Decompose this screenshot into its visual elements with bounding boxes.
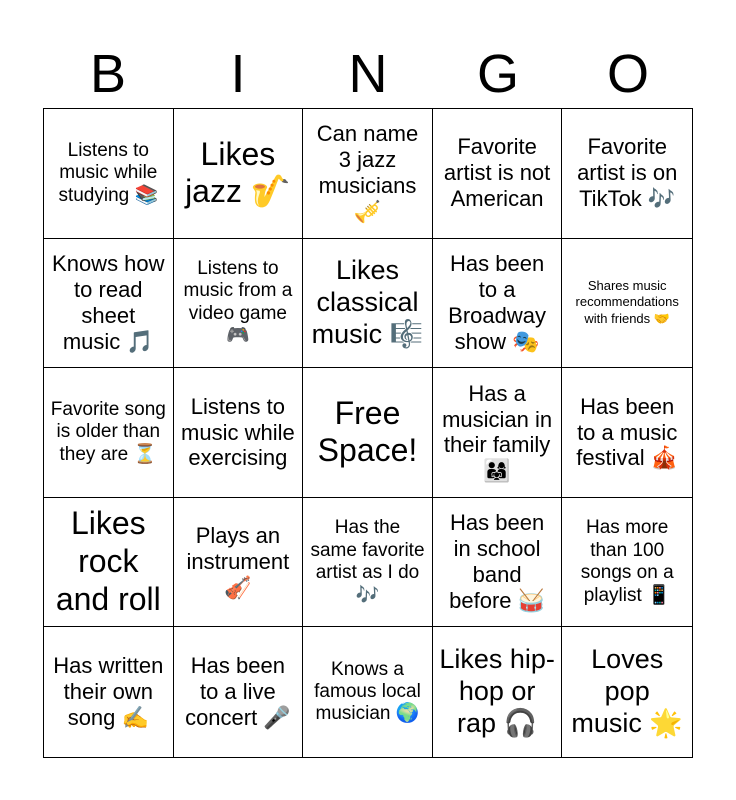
bingo-cell-r2-c4[interactable]: Has been to a Broadway show 🎭 <box>433 239 563 369</box>
bingo-cell-r5-c3[interactable]: Knows a famous local musician 🌍 <box>303 627 433 757</box>
bingo-cell-r5-c2[interactable]: Has been to a live concert 🎤 <box>174 627 304 757</box>
bingo-cell-r5-c1[interactable]: Has written their own song ✍️ <box>44 627 174 757</box>
bingo-header <box>43 40 693 108</box>
bingo-cell-r1-c1[interactable]: Listens to music while studying 📚 <box>44 109 174 239</box>
header-letter-o: O <box>606 44 649 104</box>
bingo-cell-r1-c4[interactable]: Favorite artist is not American <box>433 109 563 239</box>
bingo-board <box>43 108 693 758</box>
bingo-cell-r2-c5[interactable]: Shares music recommendations with friends 🤝 <box>562 239 692 369</box>
bingo-cell-r3-c1[interactable]: Favorite song is older than they are ⏳ <box>44 368 174 498</box>
bingo-cell-r4-c1[interactable]: Likes rock and roll <box>44 498 174 628</box>
bingo-cell-r2-c1[interactable]: Knows how to read sheet music 🎵 <box>44 239 174 369</box>
bingo-cell-r3-c2[interactable]: Listens to music while exercising <box>174 368 304 498</box>
bingo-cell-r4-c4[interactable]: Has been in school band before 🥁 <box>433 498 563 628</box>
bingo-cell-r5-c5[interactable]: Loves pop music 🌟 <box>571 644 684 739</box>
bingo-cell-r2-c2[interactable]: Listens to music from a video game 🎮 <box>174 239 304 369</box>
header-letter-b: B <box>89 44 127 104</box>
bingo-cell-r3-c4[interactable]: Has a musician in their family 👨‍👩‍👧 <box>433 368 563 498</box>
bingo-cell-r3-c3-free-space[interactable]: Free Space! <box>303 368 433 498</box>
bingo-cell-r4-c2[interactable]: Plays an instrument 🎻 <box>174 498 304 628</box>
bingo-cell-r4-c5[interactable]: Has more than 100 songs on a playlist 📱 <box>562 498 692 628</box>
header-letter-i: I <box>230 44 246 104</box>
bingo-cell-r4-c3[interactable]: Has the same favorite artist as I do 🎶 <box>303 498 433 628</box>
header-letter-n: N <box>348 44 388 104</box>
bingo-cell-r1-c2[interactable]: Likes jazz 🎷 <box>174 109 304 239</box>
bingo-cell-r2-c3[interactable]: Likes classical music 🎼 <box>303 239 433 369</box>
bingo-cell-r3-c5[interactable]: Has been to a music festival 🎪 <box>562 368 692 498</box>
bingo-cell-r1-c3[interactable]: Can name 3 jazz musicians 🎺 <box>303 109 433 239</box>
bingo-cell-r5-c4[interactable]: Likes hip-hop or rap 🎧 <box>433 627 563 757</box>
bingo-cell-r1-c5[interactable]: Favorite artist is on TikTok 🎶 <box>562 109 692 239</box>
header-letter-g: G <box>476 44 519 104</box>
